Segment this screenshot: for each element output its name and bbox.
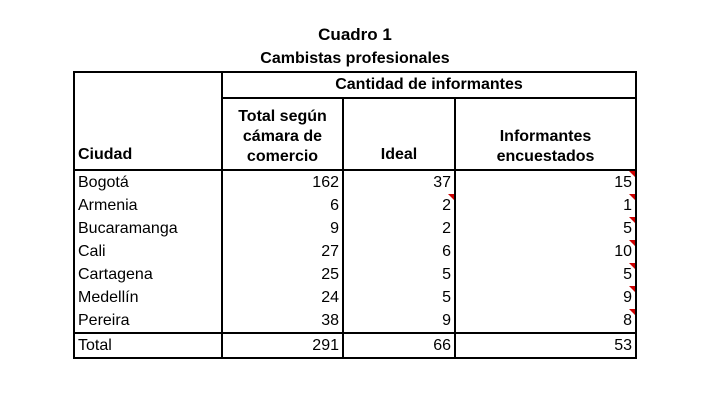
table-row [74,263,636,286]
cell-ciudad-value: Bucaramanga [78,220,178,237]
cell-informantes [455,217,636,240]
cell-total-camara-value: 9 [330,220,339,237]
cell-informantes-value: 8 [623,312,633,329]
cell-ideal-value: 6 [442,243,451,260]
cell-informantes [455,170,636,194]
cell-total-camara-value: 24 [321,289,339,306]
cell-ciudad [74,240,222,263]
cell-total-camara-value: 6 [330,197,339,214]
cell-total-camara-value: 25 [321,266,339,283]
header-informantes-line-2: encuestados [496,148,595,165]
cell-ideal-value: 37 [433,174,451,191]
cell-ciudad [74,170,222,194]
cell-total-camara-value: 27 [321,243,339,260]
cell-ideal [343,240,455,263]
comment-marker-icon[interactable] [448,194,454,200]
comment-marker-icon[interactable] [629,171,635,177]
cell-ciudad [74,194,222,217]
header-total-line-1: Total según [238,108,327,125]
cell-ciudad-value: Cali [78,243,106,260]
cell-ciudad-value: Pereira [78,312,130,329]
header-informantes [455,98,636,170]
cell-ideal-value: 2 [442,197,451,214]
cell-total-camara-value: 162 [312,174,339,191]
header-total-line-2: cámara de [242,128,323,145]
cell-informantes-value: 5 [623,220,633,237]
cell-ideal [343,263,455,286]
table-row [74,170,636,194]
cell-total-camara [222,170,343,194]
cell-informantes [455,286,636,309]
cell-ideal [343,309,455,333]
cell-total-camara [222,240,343,263]
header-total-camara [222,98,343,170]
comment-marker-icon[interactable] [629,286,635,292]
cell-total-camara [222,217,343,240]
comment-marker-icon[interactable] [629,194,635,200]
table-row [74,309,636,333]
cell-ciudad [74,263,222,286]
cell-ideal-value: 5 [442,266,451,283]
cell-informantes [455,240,636,263]
cell-informantes-value: 9 [623,289,633,306]
cell-informantes [455,263,636,286]
cell-ciudad-value: Armenia [78,197,138,214]
cell-ciudad [74,309,222,333]
header-informantes-line-1: Informantes [499,128,592,145]
cell-informantes [455,194,636,217]
total-camara-value: 291 [222,333,343,358]
cell-informantes-value: 1 [623,197,633,214]
cell-ideal [343,286,455,309]
comment-marker-icon[interactable] [629,217,635,223]
total-ideal-value: 66 [343,333,455,358]
table-row [74,286,636,309]
cell-ideal [343,194,455,217]
table-caption: Cuadro 1 [318,25,392,44]
cell-informantes-value: 10 [614,243,633,260]
cell-informantes [455,309,636,333]
cell-informantes-value: 15 [614,174,633,191]
header-total-line-3: comercio [246,148,319,165]
cell-total-camara [222,194,343,217]
cell-ideal [343,217,455,240]
comment-marker-icon[interactable] [629,309,635,315]
cell-total-camara [222,263,343,286]
cell-informantes-value: 5 [623,266,633,283]
table-subtitle: Cambistas profesionales [260,50,450,67]
cell-ciudad [74,217,222,240]
cell-ideal-value: 9 [442,312,451,329]
total-informantes-value: 53 [455,333,636,358]
comment-marker-icon[interactable] [629,263,635,269]
header-ideal: Ideal [343,98,455,170]
cell-ciudad [74,286,222,309]
cell-ideal-value: 5 [442,289,451,306]
cell-ciudad-value: Cartagena [78,266,153,283]
cambistas-table [73,71,637,359]
header-ciudad: Ciudad [74,72,222,170]
cell-ciudad-value: Medellín [78,289,139,306]
cell-ideal [343,170,455,194]
cell-total-camara [222,286,343,309]
header-cantidad-informantes: Cantidad de informantes [222,72,636,98]
comment-marker-icon[interactable] [629,240,635,246]
table-row [74,194,636,217]
table-row [74,240,636,263]
cell-total-camara [222,309,343,333]
cell-ideal-value: 2 [442,220,451,237]
total-label: Total [74,333,222,358]
table-row [74,217,636,240]
cell-ciudad-value: Bogotá [78,174,129,191]
cell-total-camara-value: 38 [321,312,339,329]
